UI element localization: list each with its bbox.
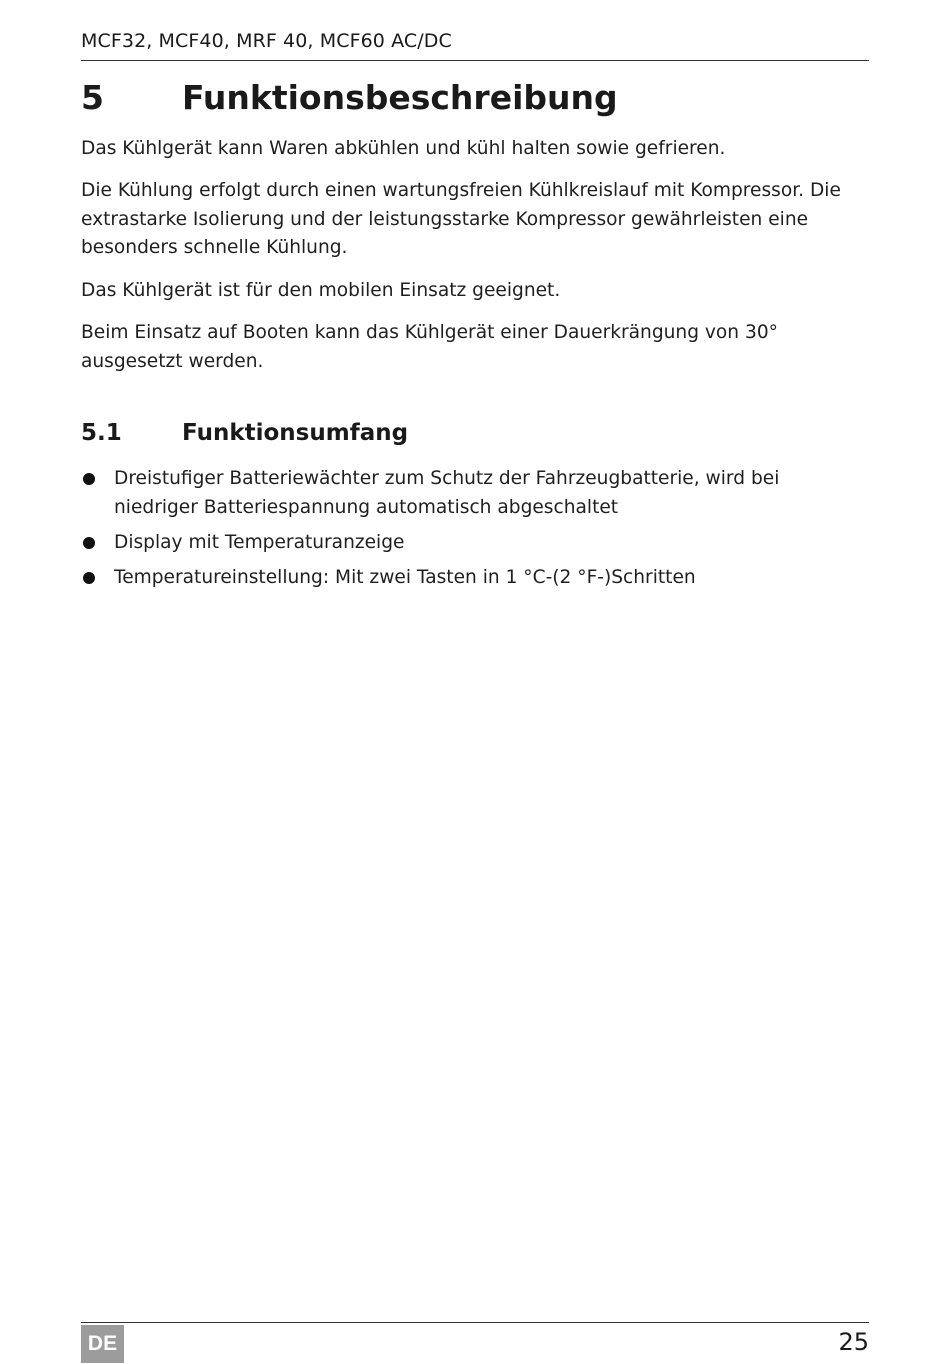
document-page [81,0,869,1364]
running-header: MCF32, MCF40, MRF 40, MCF60 AC/DC [81,30,452,52]
language-badge: DE [81,1325,124,1363]
paragraph: Beim Einsatz auf Booten kann das Kühlgerät einer Dauerkrängung von 30° ausgesetzt werden. [81,322,778,372]
paragraph: Die Kühlung erfolgt durch einen wartungsfreien Kühlkreislauf mit Kompressor. Die extrastarke Isolierung und der leistungsstarke Kompressor gewährleisten eine besonders schnelle Kühlung. [81,180,841,258]
list-item [81,564,869,593]
subsection-number: 5.1 [81,420,122,446]
footer-divider [81,1322,869,1323]
bullet-icon [83,473,95,485]
paragraph: Das Kühlgerät ist für den mobilen Einsatz geeignet. [81,280,561,301]
bullet-icon [83,537,95,549]
list-item [81,465,869,522]
paragraph: Das Kühlgerät kann Waren abkühlen und kühl halten sowie gefrieren. [81,138,726,159]
page-number: 25 [838,1328,869,1356]
list-item [81,529,869,558]
section-number: 5 [81,78,104,117]
feature-list [81,465,869,599]
list-item-text: Temperatureinstellung: Mit zwei Tasten in 1 °C-(2 °F-)Schritten [114,566,696,588]
header-divider [81,60,869,61]
bullet-icon [83,572,95,584]
list-item-text: Display mit Temperaturanzeige [114,531,405,553]
subsection-title: Funktionsumfang [182,420,409,446]
section-title: Funktionsbeschreibung [182,78,618,117]
list-item-text: Dreistufiger Batteriewächter zum Schutz der Fahrzeugbatterie, wird bei niedriger Batteriespannung automatisch abgeschaltet [114,468,780,518]
